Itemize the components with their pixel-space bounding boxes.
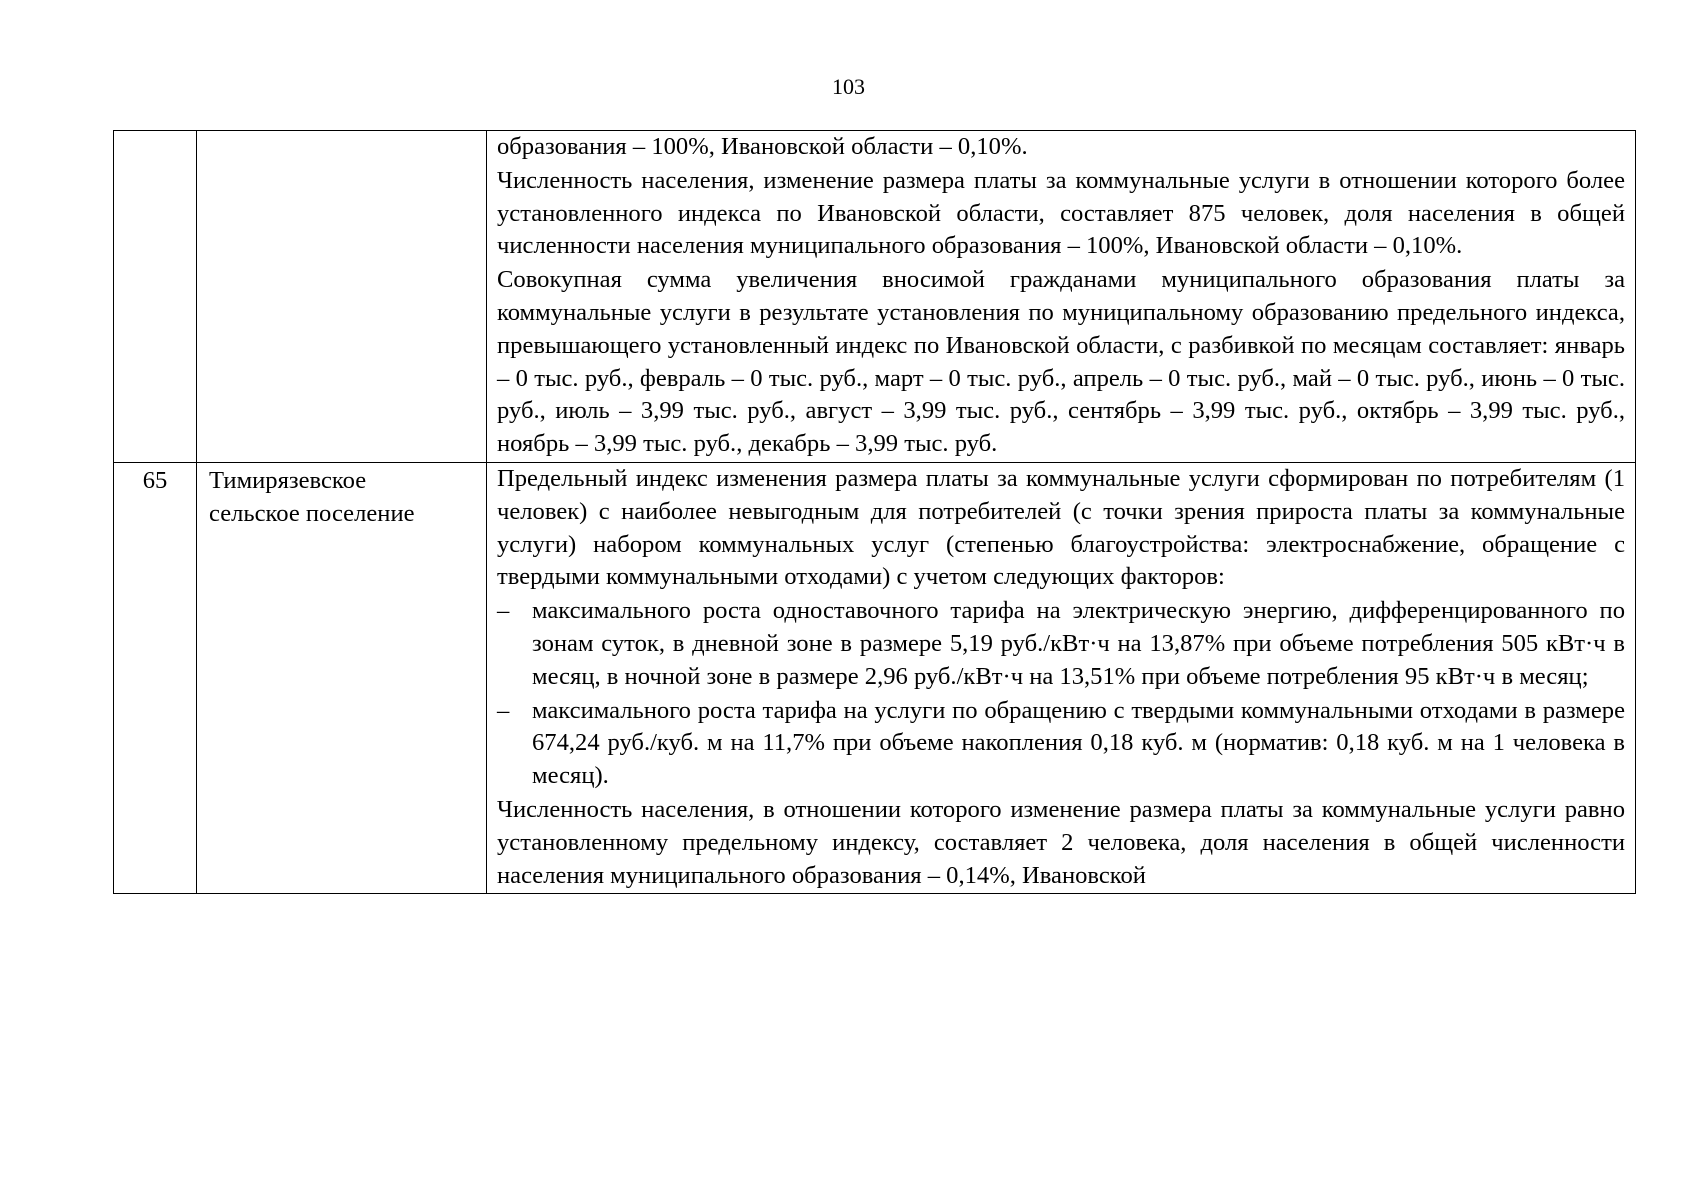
row-number-cell xyxy=(114,131,197,463)
municipality-name-line: Тимирязевское xyxy=(209,466,367,494)
row-number-cell: 65 xyxy=(114,462,197,893)
bullet-dash: – xyxy=(497,597,510,625)
bullet-item xyxy=(497,595,1625,693)
tariff-index-table xyxy=(113,130,1636,894)
description-paragraph: Совокупная сумма увеличения вносимой гражданами муниципального образования платы за коммунальные услуги в результате установления по муниципальному образованию предельного индекса, превышающего установленный индекс по Ивановской области, с разбивкой по месяцам составляет: январь – 0 тыс. руб., февраль – 0 тыс. руб., март – 0 тыс. руб., апрель – 0 тыс. руб., май – 0 тыс. руб., июнь – 0 тыс. руб., июль – 3,99 тыс. руб., август – 3,99 тыс. руб., сентябрь – 3,99 тыс. руб., октябрь – 3,99 тыс. руб., ноябрь – 3,99 тыс. руб., декабрь – 3,99 тыс. руб. xyxy=(497,266,1625,458)
bullet-text: максимального роста одноставочного тарифа на электрическую энергию, дифференцированного по зонам суток, в дневной зоне в размере 5,19 руб./кВт·ч на 13,87% при объеме потребления 505 кВт·ч в месяц, в ночной зоне в размере 2,96 руб./кВт·ч на 13,51% при объеме потребления 95 кВт·ч в месяц; xyxy=(532,597,1625,690)
description-cell xyxy=(487,131,1636,463)
table-row xyxy=(114,131,1636,463)
municipality-name-cell xyxy=(197,131,487,463)
description-paragraph: Численность населения, в отношении которого изменение размера платы за коммунальные услуги равно установленному предельному индексу, составляет 2 человека, доля населения в общей численности населения муниципального образования – 0,14%, Ивановской xyxy=(497,795,1625,889)
municipality-name-cell xyxy=(197,462,487,893)
description-paragraph: образования – 100%, Ивановской области – 0,10%. xyxy=(497,133,1028,160)
bullet-dash: – xyxy=(497,696,510,724)
municipality-name-line: сельское поселение xyxy=(209,499,415,527)
bullet-text: максимального роста тарифа на услуги по обращению с твердыми коммунальными отходами в размере 674,24 руб./куб. м на 11,7% при объеме накопления 0,18 куб. м (норматив: 0,18 куб. м на 1 человека в месяц). xyxy=(532,696,1625,790)
description-paragraph: Численность населения, изменение размера платы за коммунальные услуги в отношении которого более установленного индекса по Ивановской области, составляет 875 человек, доля населения в общей численности населения муниципального образования – 100%, Ивановской области – 0,10%. xyxy=(497,166,1625,260)
page-number: 103 xyxy=(832,74,865,99)
description-cell xyxy=(487,462,1636,893)
description-paragraph: Предельный индекс изменения размера платы за коммунальные услуги сформирован по потребителям (1 человек) с наиболее невыгодным для потребителей (с точки зрения прироста платы за коммунальные услуги) набором коммунальных услуг (степенью благоустройства: электроснабжение, обращение с твердыми коммунальными отходами) с учетом следующих факторов: xyxy=(497,464,1625,591)
table-row xyxy=(114,462,1636,893)
bullet-item xyxy=(497,695,1625,793)
